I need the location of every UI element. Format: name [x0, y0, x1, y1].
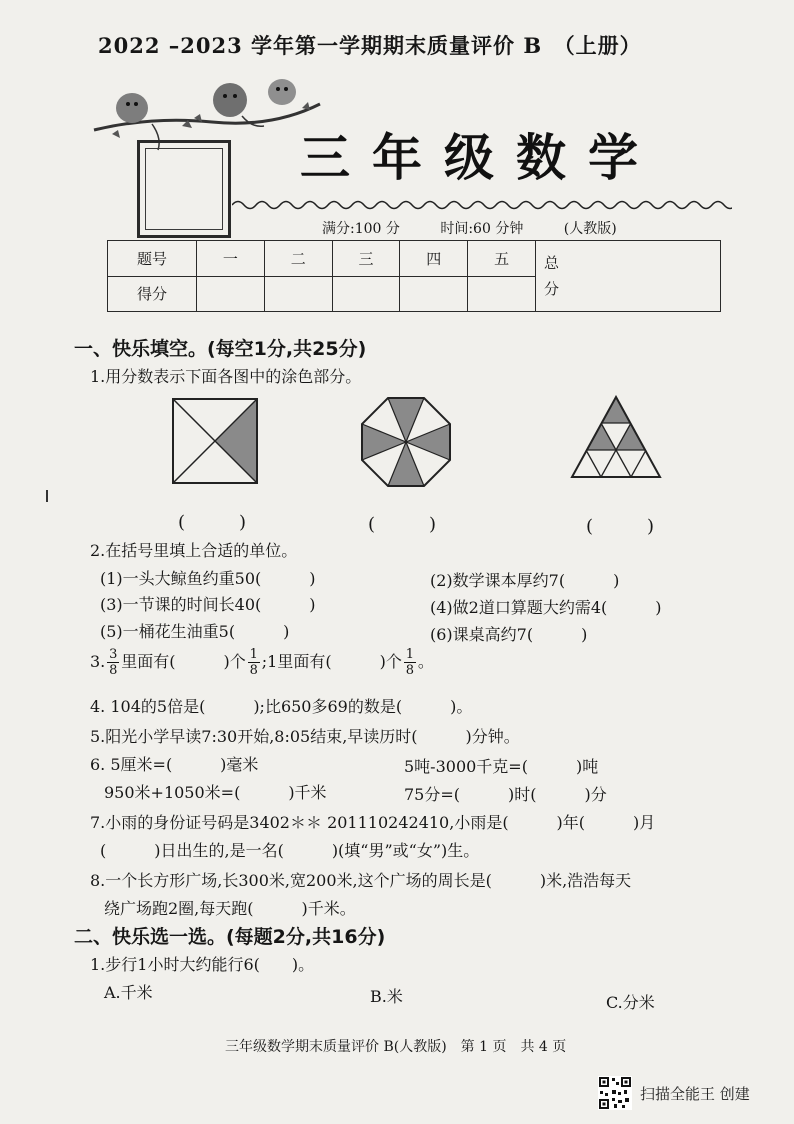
question-1: 1.用分数表示下面各图中的涂色部分。	[90, 367, 362, 386]
score-cell	[264, 276, 332, 312]
score-table	[107, 240, 721, 312]
margin-mark	[46, 490, 48, 502]
question-5: 5.阳光小学早读7:30开始,8:05结束,早读历时( )分钟。	[90, 727, 520, 746]
q2-item-2: (2)数学课本厚约7( )	[430, 571, 620, 590]
answer-blank-1[interactable]: ( )	[178, 512, 247, 533]
section-1-title: 一、快乐填空。(每空1分,共25分)	[74, 338, 367, 360]
page-footer: 三年级数学期末质量评价 B(人教版) 第 1 页 共 4 页	[225, 1039, 567, 1055]
score-cell	[332, 276, 400, 312]
question-3: 3. $\frac{3}{8}$ 里面有( )个 $\frac{1}{8}$ ;1里面有( )个 $\frac{1}{8}$ 。	[90, 647, 434, 678]
question-6b: 5吨-3000千克=( )吨	[404, 757, 599, 776]
score-table-col-3: 三	[332, 241, 400, 277]
question-7-line-1: 7.小雨的身份证号码是3402＊＊ 201110242410,小雨是( )年( )月	[90, 813, 656, 832]
question-7-line-2: ( )日出生的,是一名( )(填“男”或“女”)生。	[100, 841, 480, 860]
qr-code-icon	[598, 1076, 632, 1110]
score-table-col-4: 四	[400, 241, 468, 277]
question-6d: 75分=( )时( )分	[404, 785, 607, 804]
score-cell	[400, 276, 468, 312]
question-8-line-2: 绕广场跑2圈,每天跑( )千米。	[104, 899, 356, 918]
score-table-header-label: 题号	[108, 241, 197, 277]
option-c[interactable]: C.分米	[606, 993, 655, 1012]
option-a[interactable]: A.千米	[104, 983, 153, 1002]
answer-blank-2[interactable]: ( )	[368, 514, 437, 535]
q2-item-5: (5)一桶花生油重5( )	[100, 622, 290, 641]
shaded-triangle-figure	[570, 395, 662, 479]
score-table-col-1: 一	[197, 241, 265, 277]
score-cell	[197, 276, 265, 312]
question-6a: 6. 5厘米=( )毫米	[90, 755, 259, 774]
question-6c: 950米+1050米=( )千米	[104, 783, 327, 802]
score-table-total: 总 分	[536, 241, 721, 312]
q2-item-6: (6)课桌高约7( )	[430, 625, 588, 644]
exam-header: 2022 –2023 学年第一学期期末质量评价 B （上册）	[98, 33, 642, 58]
q2-item-4: (4)做2道口算题大约需4( )	[430, 598, 662, 617]
fraction-3-8: $\frac{3}{8}$	[109, 647, 118, 678]
question-8-line-1: 8.一个长方形广场,长300米,宽200米,这个广场的周长是( )米,浩浩每天	[90, 871, 632, 890]
q2-item-1: (1)一头大鲸鱼约重50( )	[100, 569, 316, 588]
score-table-col-2: 二	[264, 241, 332, 277]
section-2-title: 二、快乐选一选。(每题2分,共16分)	[74, 926, 386, 948]
question-2: 2.在括号里填上合适的单位。	[90, 541, 298, 560]
score-table-col-5: 五	[468, 241, 536, 277]
shaded-octagon-figure	[360, 396, 452, 488]
full-score: 满分:100 分	[322, 221, 400, 237]
section-2-question-1: 1.步行1小时大约能行6( )。	[90, 955, 315, 974]
wavy-divider	[232, 198, 732, 212]
score-cell	[468, 276, 536, 312]
page-title: 三年级数学	[300, 129, 660, 187]
scanner-watermark: 扫描全能王 创建	[640, 1085, 750, 1103]
fraction-1-8: $\frac{1}{8}$	[249, 647, 258, 678]
option-b[interactable]: B.米	[370, 987, 403, 1006]
q2-item-3: (3)一节课的时间长40( )	[100, 595, 316, 614]
shaded-square-figure	[172, 398, 258, 484]
fraction-1-8: $\frac{1}{8}$	[405, 647, 414, 678]
edition: (人教版)	[563, 221, 617, 237]
score-table-score-label: 得分	[108, 276, 197, 312]
photo-frame	[137, 140, 231, 238]
exam-meta	[322, 218, 653, 238]
answer-blank-3[interactable]: ( )	[586, 516, 655, 537]
time-limit: 时间:60 分钟	[440, 221, 524, 237]
question-4: 4. 104的5倍是( );比650多69的数是( )。	[90, 697, 473, 716]
